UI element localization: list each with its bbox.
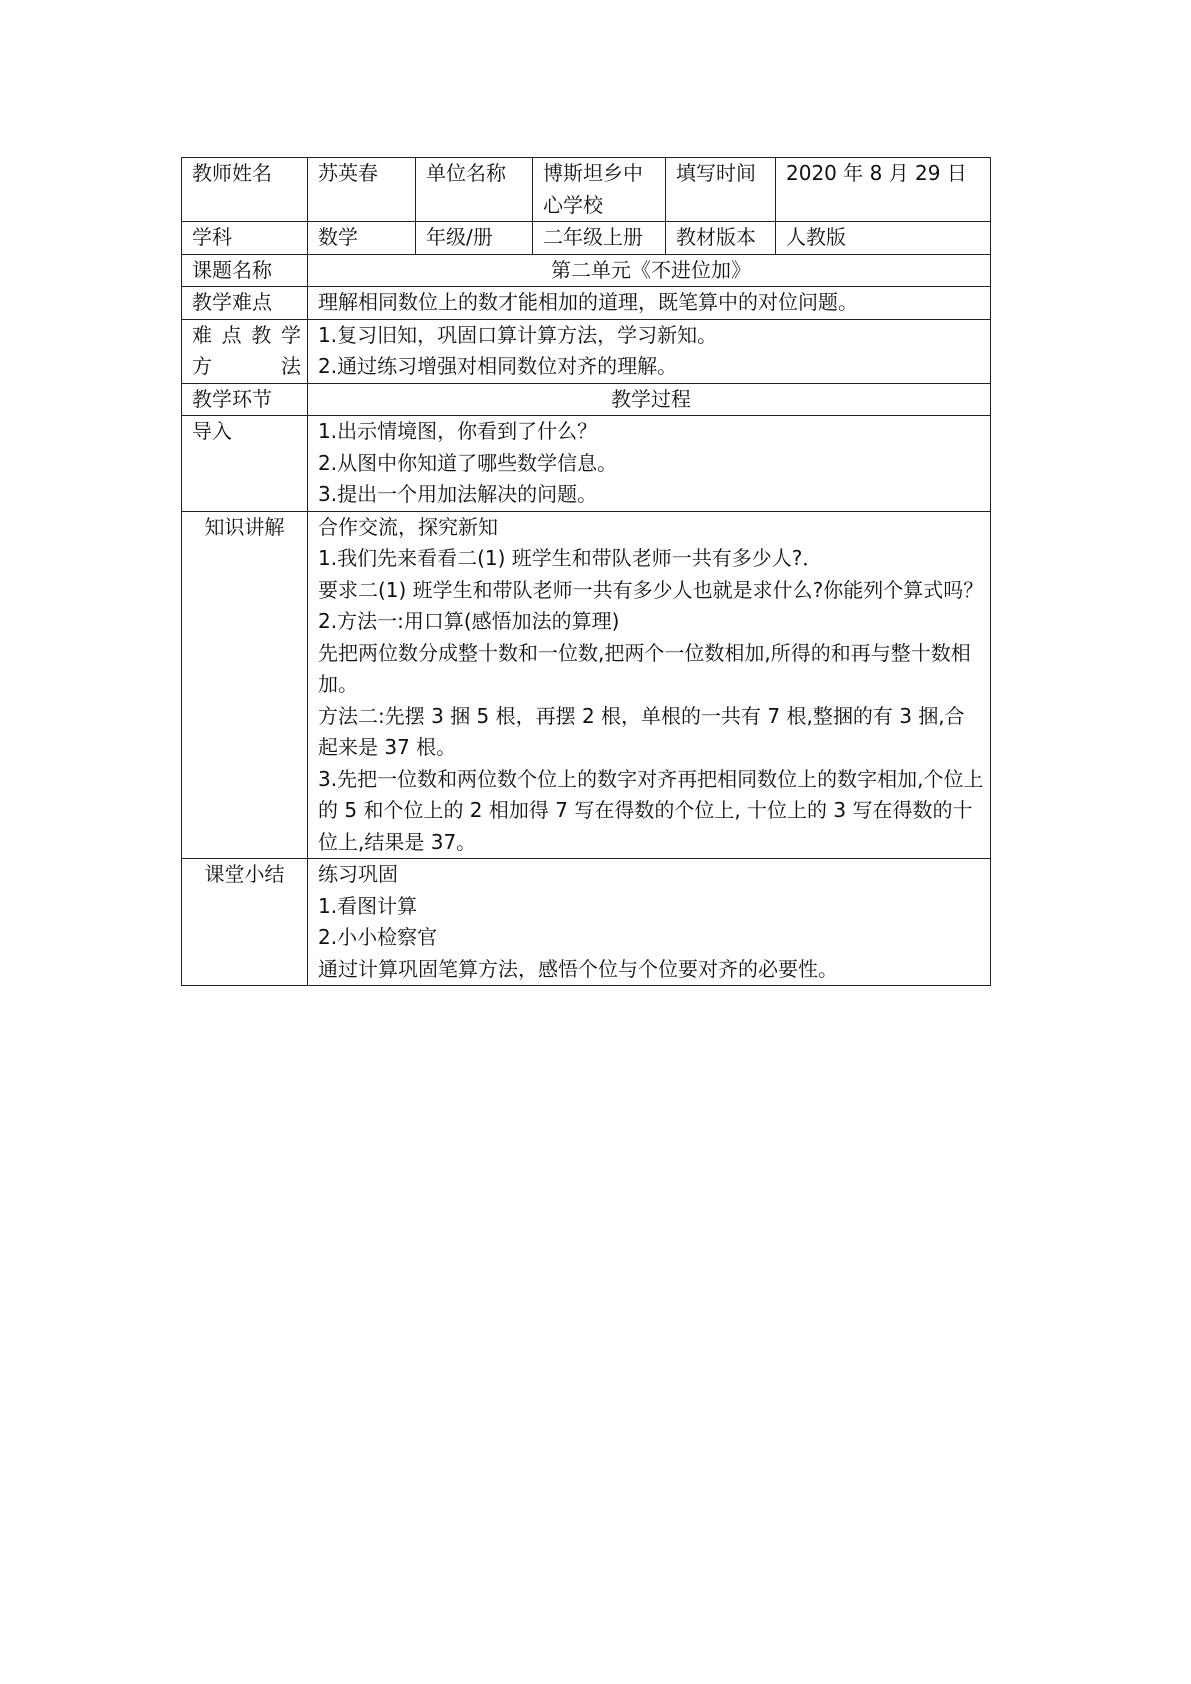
content-line: 合作交流，探究新知 (318, 514, 498, 539)
content-line: 1.出示情境图，你看到了什么？ (318, 419, 598, 443)
grade-value: 二年级上册 (533, 222, 666, 255)
summary-content (308, 859, 991, 986)
process-header: 教学过程 (308, 383, 991, 416)
content-line: 2.方法一:用口算(感悟加法的算理) (318, 609, 620, 633)
content-line: 1.我们先来看看二(1) 班学生和带队老师一共有多少人?． (318, 546, 823, 570)
grade-label: 年级/册 (416, 222, 533, 255)
content-line: 练习巩固 (318, 862, 398, 886)
difficulty-row (182, 287, 991, 320)
explanation-content (308, 511, 991, 859)
content-line: 通过计算巩固笔算方法，感悟个位与个位要对齐的必要性。 (318, 956, 838, 981)
unit-name-label: 单位名称 (416, 158, 533, 222)
topic-label: 课题名称 (182, 254, 308, 287)
method-label: 难 点 教 学 方法 (182, 319, 308, 383)
content-line: 3.先把一位数和两位数个位上的数字对齐再把相同数位上的数字相加,个位上的 5 和个位上的 2 相加得 7 写在得数的个位上, 十位上的 3 写在得数的十位上,结果是 37。 (318, 766, 984, 854)
content-line: 2.小小检察官 (318, 925, 438, 949)
stage-intro: 导入 (182, 416, 308, 512)
fill-date-value: 2020 年 8 月 29 日 (776, 158, 991, 222)
topic-row (182, 254, 991, 287)
intro-content (308, 416, 991, 512)
intro-row (182, 416, 991, 512)
subject-value: 数学 (308, 222, 416, 255)
summary-row (182, 859, 991, 986)
unit-name-value: 博斯坦乡中心学校 (533, 158, 666, 222)
method-line: 2.通过练习增强对相同数位对齐的理解。 (318, 354, 678, 378)
difficulty-label: 教学难点 (182, 287, 308, 320)
topic-value: 第二单元《不进位加》 (308, 254, 991, 287)
content-line: 2.从图中你知道了哪些数学信息。 (318, 450, 618, 475)
stage-explanation: 知识讲解 (182, 511, 308, 859)
method-line: 1.复习旧知，巩固口算计算方法，学习新知。 (318, 322, 718, 347)
method-row (182, 319, 991, 383)
content-line: 1.看图计算 (318, 893, 418, 918)
content-line: 要求二(1) 班学生和带队老师一共有多少人也就是求什么?你能列个算式吗？ (318, 577, 984, 602)
teacher-info-row (182, 158, 991, 222)
edition-label: 教材版本 (666, 222, 776, 255)
subject-label: 学科 (182, 222, 308, 255)
subject-info-row (182, 222, 991, 255)
difficulty-value: 理解相同数位上的数才能相加的道理，既笔算中的对位问题。 (308, 287, 991, 320)
teacher-name-value: 苏英春 (308, 158, 416, 222)
content-line: 3.提出一个用加法解决的问题。 (318, 482, 598, 506)
stage-summary: 课堂小结 (182, 859, 308, 986)
stage-header: 教学环节 (182, 383, 308, 416)
lesson-plan-table (181, 157, 991, 986)
edition-value: 人教版 (776, 222, 991, 255)
fill-date-label: 填写时间 (666, 158, 776, 222)
content-line: 先把两位数分成整十数和一位数,把两个一位数相加,所得的和再与整十数相加。 (318, 640, 971, 696)
teacher-name-label: 教师姓名 (182, 158, 308, 222)
content-line: 方法二:先摆 3 捆 5 根，再摆 2 根，单根的一共有 7 根,整捆的有 3 捆,合起来是 37 根。 (318, 703, 965, 759)
explanation-row (182, 511, 991, 859)
process-header-row (182, 383, 991, 416)
method-content (308, 319, 991, 383)
